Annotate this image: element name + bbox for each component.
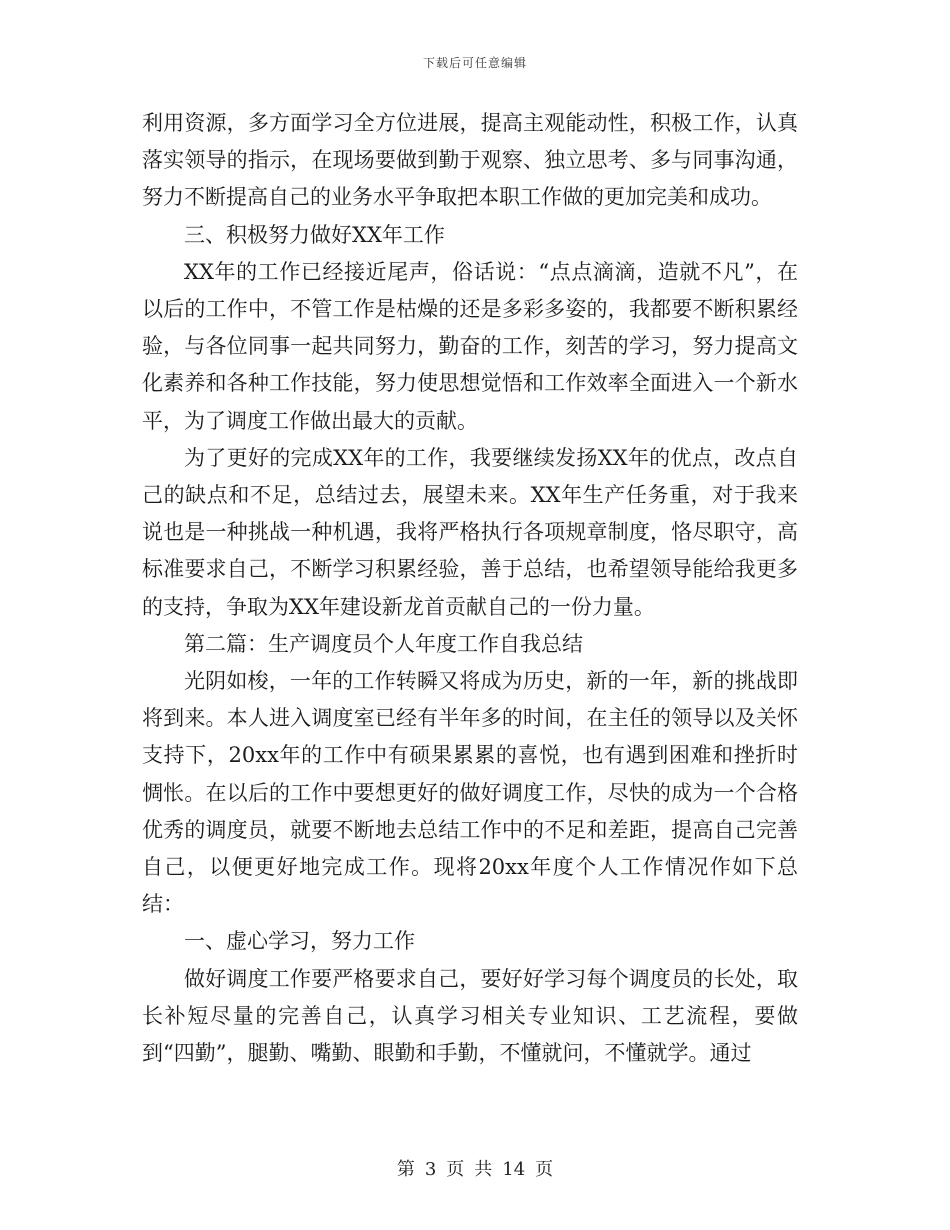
paragraph-2: XX年的工作已经接近尾声，俗话说：“点点滴滴，造就不凡”，在以后的工作中，不管工作是枯燥的还是多彩多姿的，我都要不断积累经验，与各位同事一起共同努力，勤奋的工作，刻苦的学习，努力提高文化素养和各种工作技能，努力使思想觉悟和工作效率全面进入一个新水平，为了调度工作做出最大的贡献。 [142, 259, 798, 433]
footer-suffix: 页 [535, 1159, 554, 1180]
current-page-number: 3 [424, 1159, 437, 1180]
page-footer [0, 1155, 950, 1181]
total-page-count: 14 [502, 1159, 526, 1180]
paragraph-1: 利用资源，多方面学习全方位进展，提高主观能动性，积极工作，认真落实领导的指示，在现场要做到勤于观察、独立思考、多与同事沟通，努力不断提高自己的业务水平争取把本职工作做的更加完美和成功。 [142, 111, 798, 210]
section-heading-1: 一、虚心学习，努力工作 [184, 929, 415, 954]
page-header: 下载后可任意编辑 [422, 56, 527, 70]
footer-total-prefix: 共 [474, 1159, 493, 1180]
paragraph-4: 光阴如梭，一年的工作转瞬又将成为历史，新的一年，新的挑战即将到来。本人进入调度室已经有半年多的时间，在主任的领导以及关怀支持下，20xx年的工作中有硕果累累的喜悦，也有遇到困难和挫折时惆怅。在以后的工作中要想更好的做好调度工作，尽快的成为一个合格优秀的调度员，就要不断地去总结工作中的不足和差距，提高自己完善自己，以便更好地完成工作。现将20xx年度个人工作情况作如下总结： [142, 669, 798, 917]
footer-middle: 页 [446, 1159, 465, 1180]
paragraph-5: 做好调度工作要严格要求自己，要好好学习每个调度员的长处，取长补短尽量的完善自己，认真学习相关专业知识、工艺流程，要做到“四勤”，腿勤、嘴勤、眼勤和手勤，不懂就问，不懂就学。通过 [142, 966, 798, 1066]
document-body [142, 105, 798, 1072]
section-heading-3: 三、积极努力做好XX年工作 [184, 222, 445, 247]
paragraph-3: 为了更好的完成XX年的工作，我要继续发扬XX年的优点，改点自己的缺点和不足，总结过去，展望未来。XX年生产任务重，对于我来说也是一种挑战一种机遇，我将严格执行各项规章制度，恪尽职守，高标准要求自己，不断学习积累经验，善于总结，也希望领导能给我更多的支持，争取为XX年建设新龙首贡献自己的一份力量。 [142, 445, 798, 619]
chapter-heading-2: 第二篇：生产调度员个人年度工作自我总结 [184, 631, 583, 656]
footer-prefix: 第 [396, 1159, 415, 1180]
